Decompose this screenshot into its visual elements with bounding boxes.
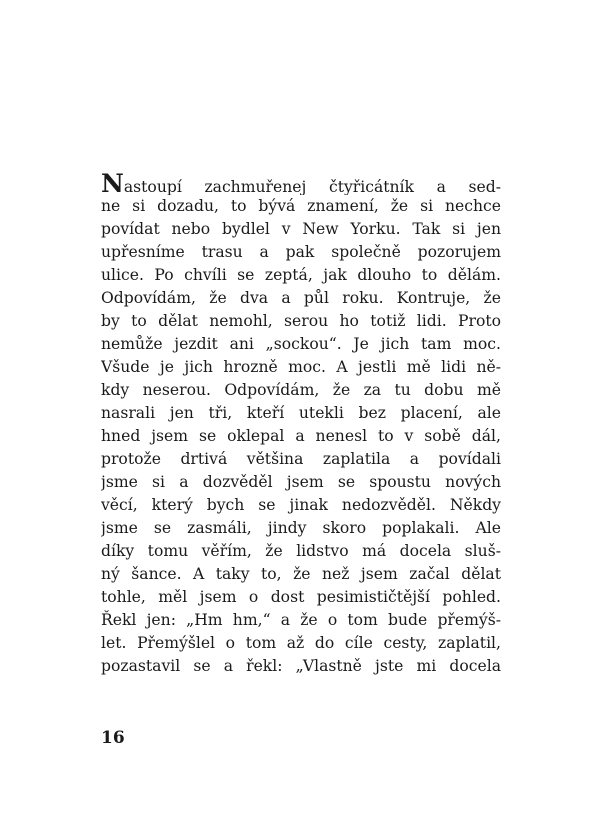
text-line: kdy neserou. Odpovídám, že za tu dobu mě <box>101 381 501 399</box>
page-number: 16 <box>101 728 125 748</box>
text-line: jsme si a dozvěděl jsem se spoustu nových <box>101 473 501 491</box>
text-line: nasrali jen tři, kteří utekli bez placení, ale <box>101 404 501 422</box>
text-line: upřesníme trasu a pak společně pozorujem <box>101 243 501 261</box>
text-line: ne si dozadu, to bývá znamení, že si nechce <box>101 197 501 215</box>
text-line: Všude je jich hrozně moc. A jestli mě lidi ně- <box>101 358 501 376</box>
text-line: protože drtivá většina zaplatila a povídali <box>101 450 501 468</box>
text-line: let. Přemýšlel o tom až do cíle cesty, zaplatil, <box>101 634 501 652</box>
drop-cap: N <box>101 172 124 195</box>
text-line: tohle, měl jsem o dost pesimističtější pohled. <box>101 588 501 606</box>
text-line: věcí, který bych se jinak nedozvěděl. Někdy <box>101 496 501 514</box>
text-line: hned jsem se oklepal a nenesl to v sobě dál, <box>101 427 501 445</box>
text-line: Nastoupí zachmuřenej čtyřicátník a sed- <box>101 172 501 195</box>
text-line: ný šance. A taky to, že než jsem začal dělat <box>101 565 501 583</box>
text-line: Řekl jen: „Hm hm,“ a že o tom bude přemýš- <box>101 611 501 629</box>
text-line: Odpovídám, že dva a půl roku. Kontruje, že <box>101 289 501 307</box>
text-line: by to dělat nemohl, serou ho totiž lidi. Proto <box>101 312 501 330</box>
text-line: nemůže jezdit ani „sockou“. Je jich tam moc. <box>101 335 501 353</box>
text-line: pozastavil se a řekl: „Vlastně jste mi docela <box>101 657 501 675</box>
body-paragraph <box>101 172 501 678</box>
text-line: díky tomu věřím, že lidstvo má docela sluš- <box>101 542 501 560</box>
text-line: ulice. Po chvíli se zeptá, jak dlouho to dělám. <box>101 266 501 284</box>
text-line: povídat nebo bydlel v New Yorku. Tak si jen <box>101 220 501 238</box>
text-line: jsme se zasmáli, jindy skoro poplakali. Ale <box>101 519 501 537</box>
